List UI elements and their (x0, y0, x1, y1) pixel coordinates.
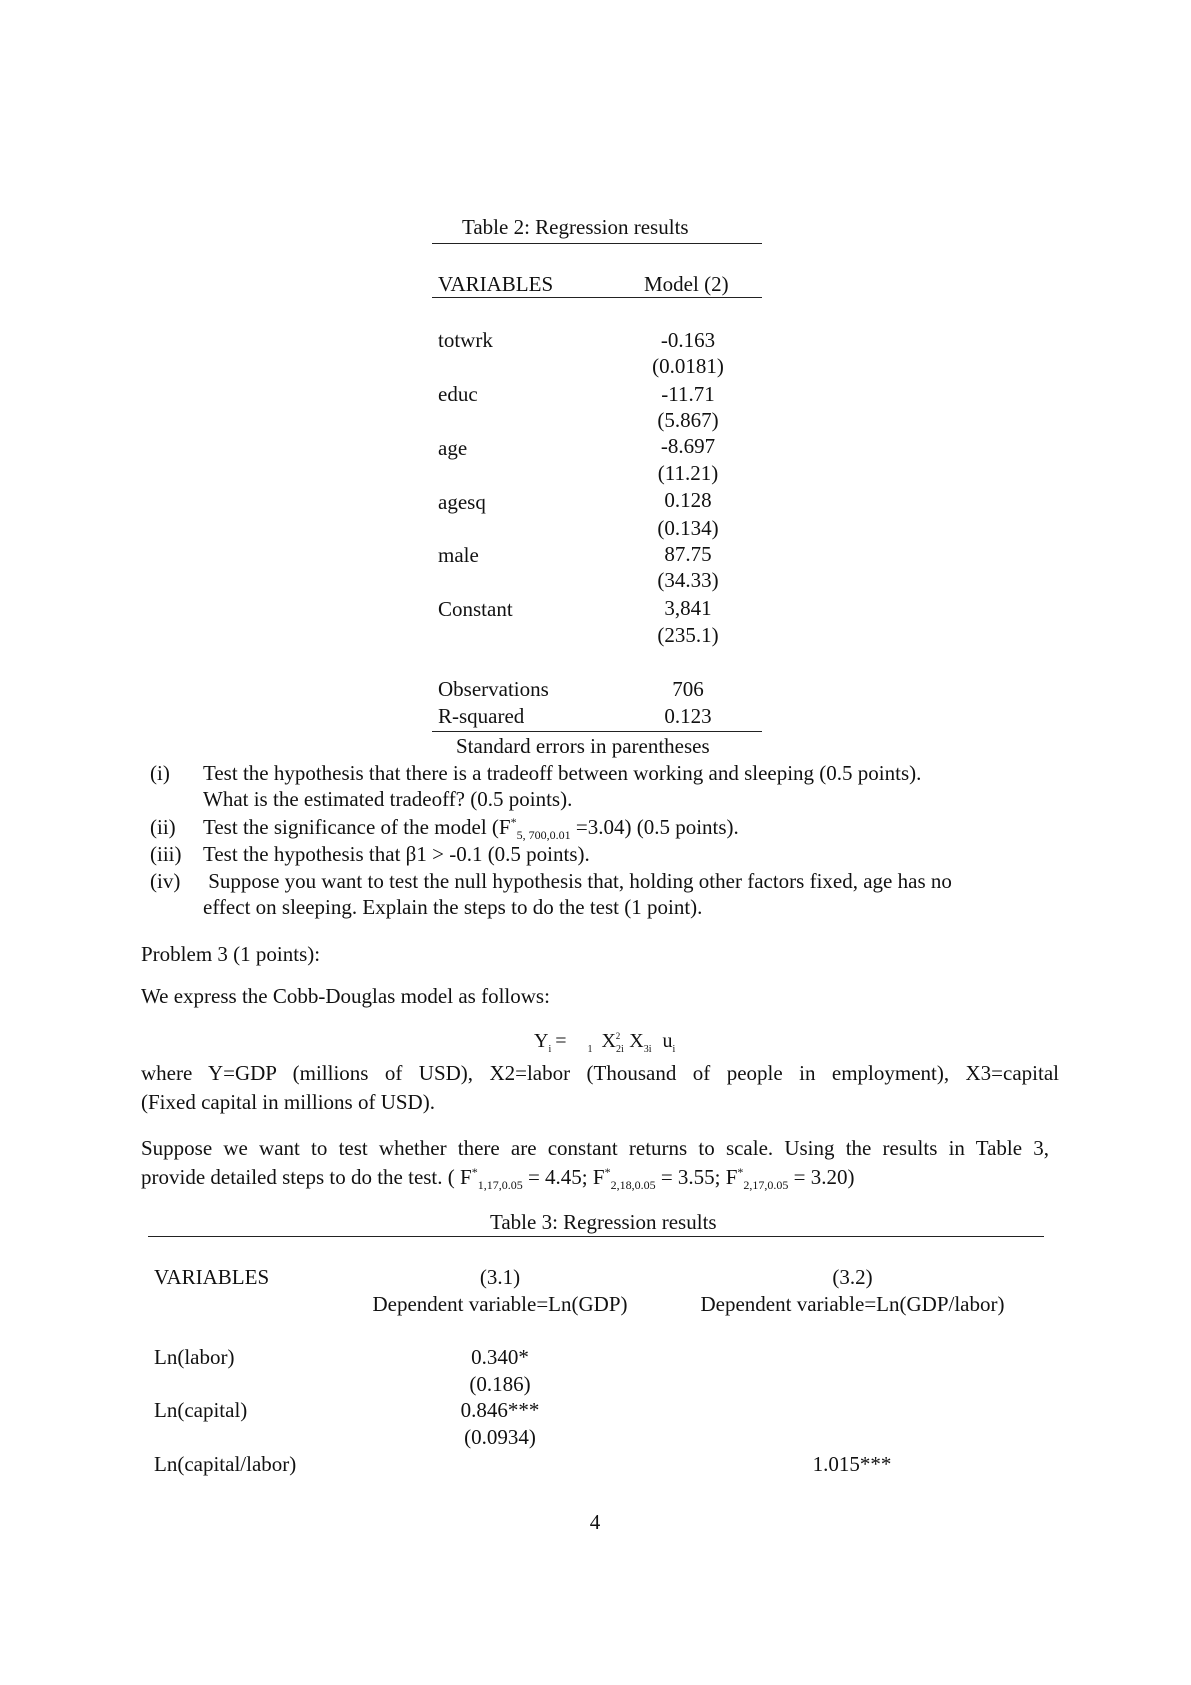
table2-row-label: male (438, 543, 479, 567)
question-label: (iii) (150, 842, 182, 866)
table3-row-label: Ln(capital/labor) (154, 1452, 297, 1476)
question-text: effect on sleeping. Explain the steps to do the test (1 point). (203, 895, 703, 919)
table2-coef: 0.128 (664, 488, 712, 512)
table2-header-rule (432, 297, 762, 298)
where-line-2: (Fixed capital in millions of USD). (141, 1090, 435, 1114)
table2-note: Standard errors in parentheses (456, 734, 710, 758)
table2-se: (5.867) (657, 408, 719, 432)
page-number: 4 (589, 1510, 601, 1534)
table2-coef: -0.163 (660, 328, 716, 352)
table3-header-col2-depvar: Dependent variable=Ln(GDP/labor) (700, 1292, 1005, 1316)
table3-header-variables: VARIABLES (154, 1265, 270, 1289)
table2-row-label: educ (438, 382, 478, 406)
table2-header-model: Model (2) (644, 272, 729, 296)
table3-caption: Table 3: Regression results (490, 1210, 717, 1234)
problem3-intro: We express the Cobb-Douglas model as follows: (141, 984, 550, 1008)
table2-row-label: age (438, 436, 468, 460)
table2-row-label: totwrk (438, 328, 493, 352)
table2-row-label: Constant (438, 597, 513, 621)
table2-bottom-rule (432, 731, 762, 732)
table3-coef: 1.015*** (812, 1452, 892, 1476)
table2-coef: -11.71 (661, 382, 715, 406)
table3-se: (0.186) (469, 1372, 531, 1396)
question-text: Test the significance of the model $(F^*_{5, 700,0.01} =3.04)$ (0.5 points). (203, 815, 739, 843)
table2-coef: 3,841 (664, 596, 712, 620)
table3-se: (0.0934) (464, 1425, 536, 1449)
table3-header-col1-depvar: Dependent variable=Ln(GDP) (372, 1292, 628, 1316)
table2-stat-label: R-squared (438, 704, 525, 728)
table2-coef: 87.75 (664, 542, 712, 566)
table2-stat-value: 706 (672, 677, 704, 701)
table3-coef: 0.846*** (460, 1398, 540, 1422)
table3-header-col1: (3.1) (479, 1265, 521, 1289)
test-line-2: provide detailed steps to do the test. ( $F^*_{1,17,0.05} = 4.45$; $F^*_{2,18,0.05} = 3.55$; $F^*_{2,17,0.05} = 3.20$) (141, 1165, 855, 1193)
question-text: What is the estimated tradeoff? (0.5 points). (203, 787, 573, 811)
table2-se: (0.0181) (652, 354, 724, 378)
problem3-title: Problem 3 (1 points): (141, 942, 321, 966)
question-label: (i) (150, 761, 170, 785)
table3-top-rule (148, 1236, 1044, 1237)
question-text: Test the hypothesis that there is a tradeoff between working and sleeping (0.5 points). (203, 761, 922, 785)
table2-se: (34.33) (657, 568, 719, 592)
question-text: Test the hypothesis that β1 > -0.1 (0.5 points). (203, 842, 590, 866)
cobb-douglas-equation: $Y_i = _1$ $X_{2i}^2$ $X_{3i}$ $u_i$ (534, 1030, 676, 1055)
table3-header-col2: (3.2) (832, 1265, 873, 1289)
table2-header-variables: VARIABLES (438, 272, 554, 296)
test-line-1: Suppose we want to test whether there are constant returns to scale. Using the results in Table 3, (141, 1136, 1049, 1160)
table2-se: (0.134) (657, 516, 719, 540)
table2-stat-value: 0.123 (664, 704, 712, 728)
table3-row-label: Ln(capital) (154, 1398, 248, 1422)
table2-caption: Table 2: Regression results (462, 215, 689, 239)
table2-top-rule (432, 243, 762, 244)
table3-coef: 0.340* (471, 1345, 529, 1369)
table2-stat-label: Observations (438, 677, 549, 701)
table2-se: (11.21) (657, 461, 719, 485)
question-label: (iv) (150, 869, 181, 893)
table3-row-label: Ln(labor) (154, 1345, 235, 1369)
table2-row-label: agesq (438, 490, 486, 514)
where-line-1: where Y=GDP (millions of USD), X2=labor (Thousand of people in employment), X3=capital (141, 1061, 1059, 1085)
question-text: Suppose you want to test the null hypothesis that, holding other factors fixed, age has no (203, 869, 952, 893)
table2-se: (235.1) (657, 623, 719, 647)
table2-coef: -8.697 (660, 434, 716, 458)
question-label: (ii) (150, 815, 176, 839)
